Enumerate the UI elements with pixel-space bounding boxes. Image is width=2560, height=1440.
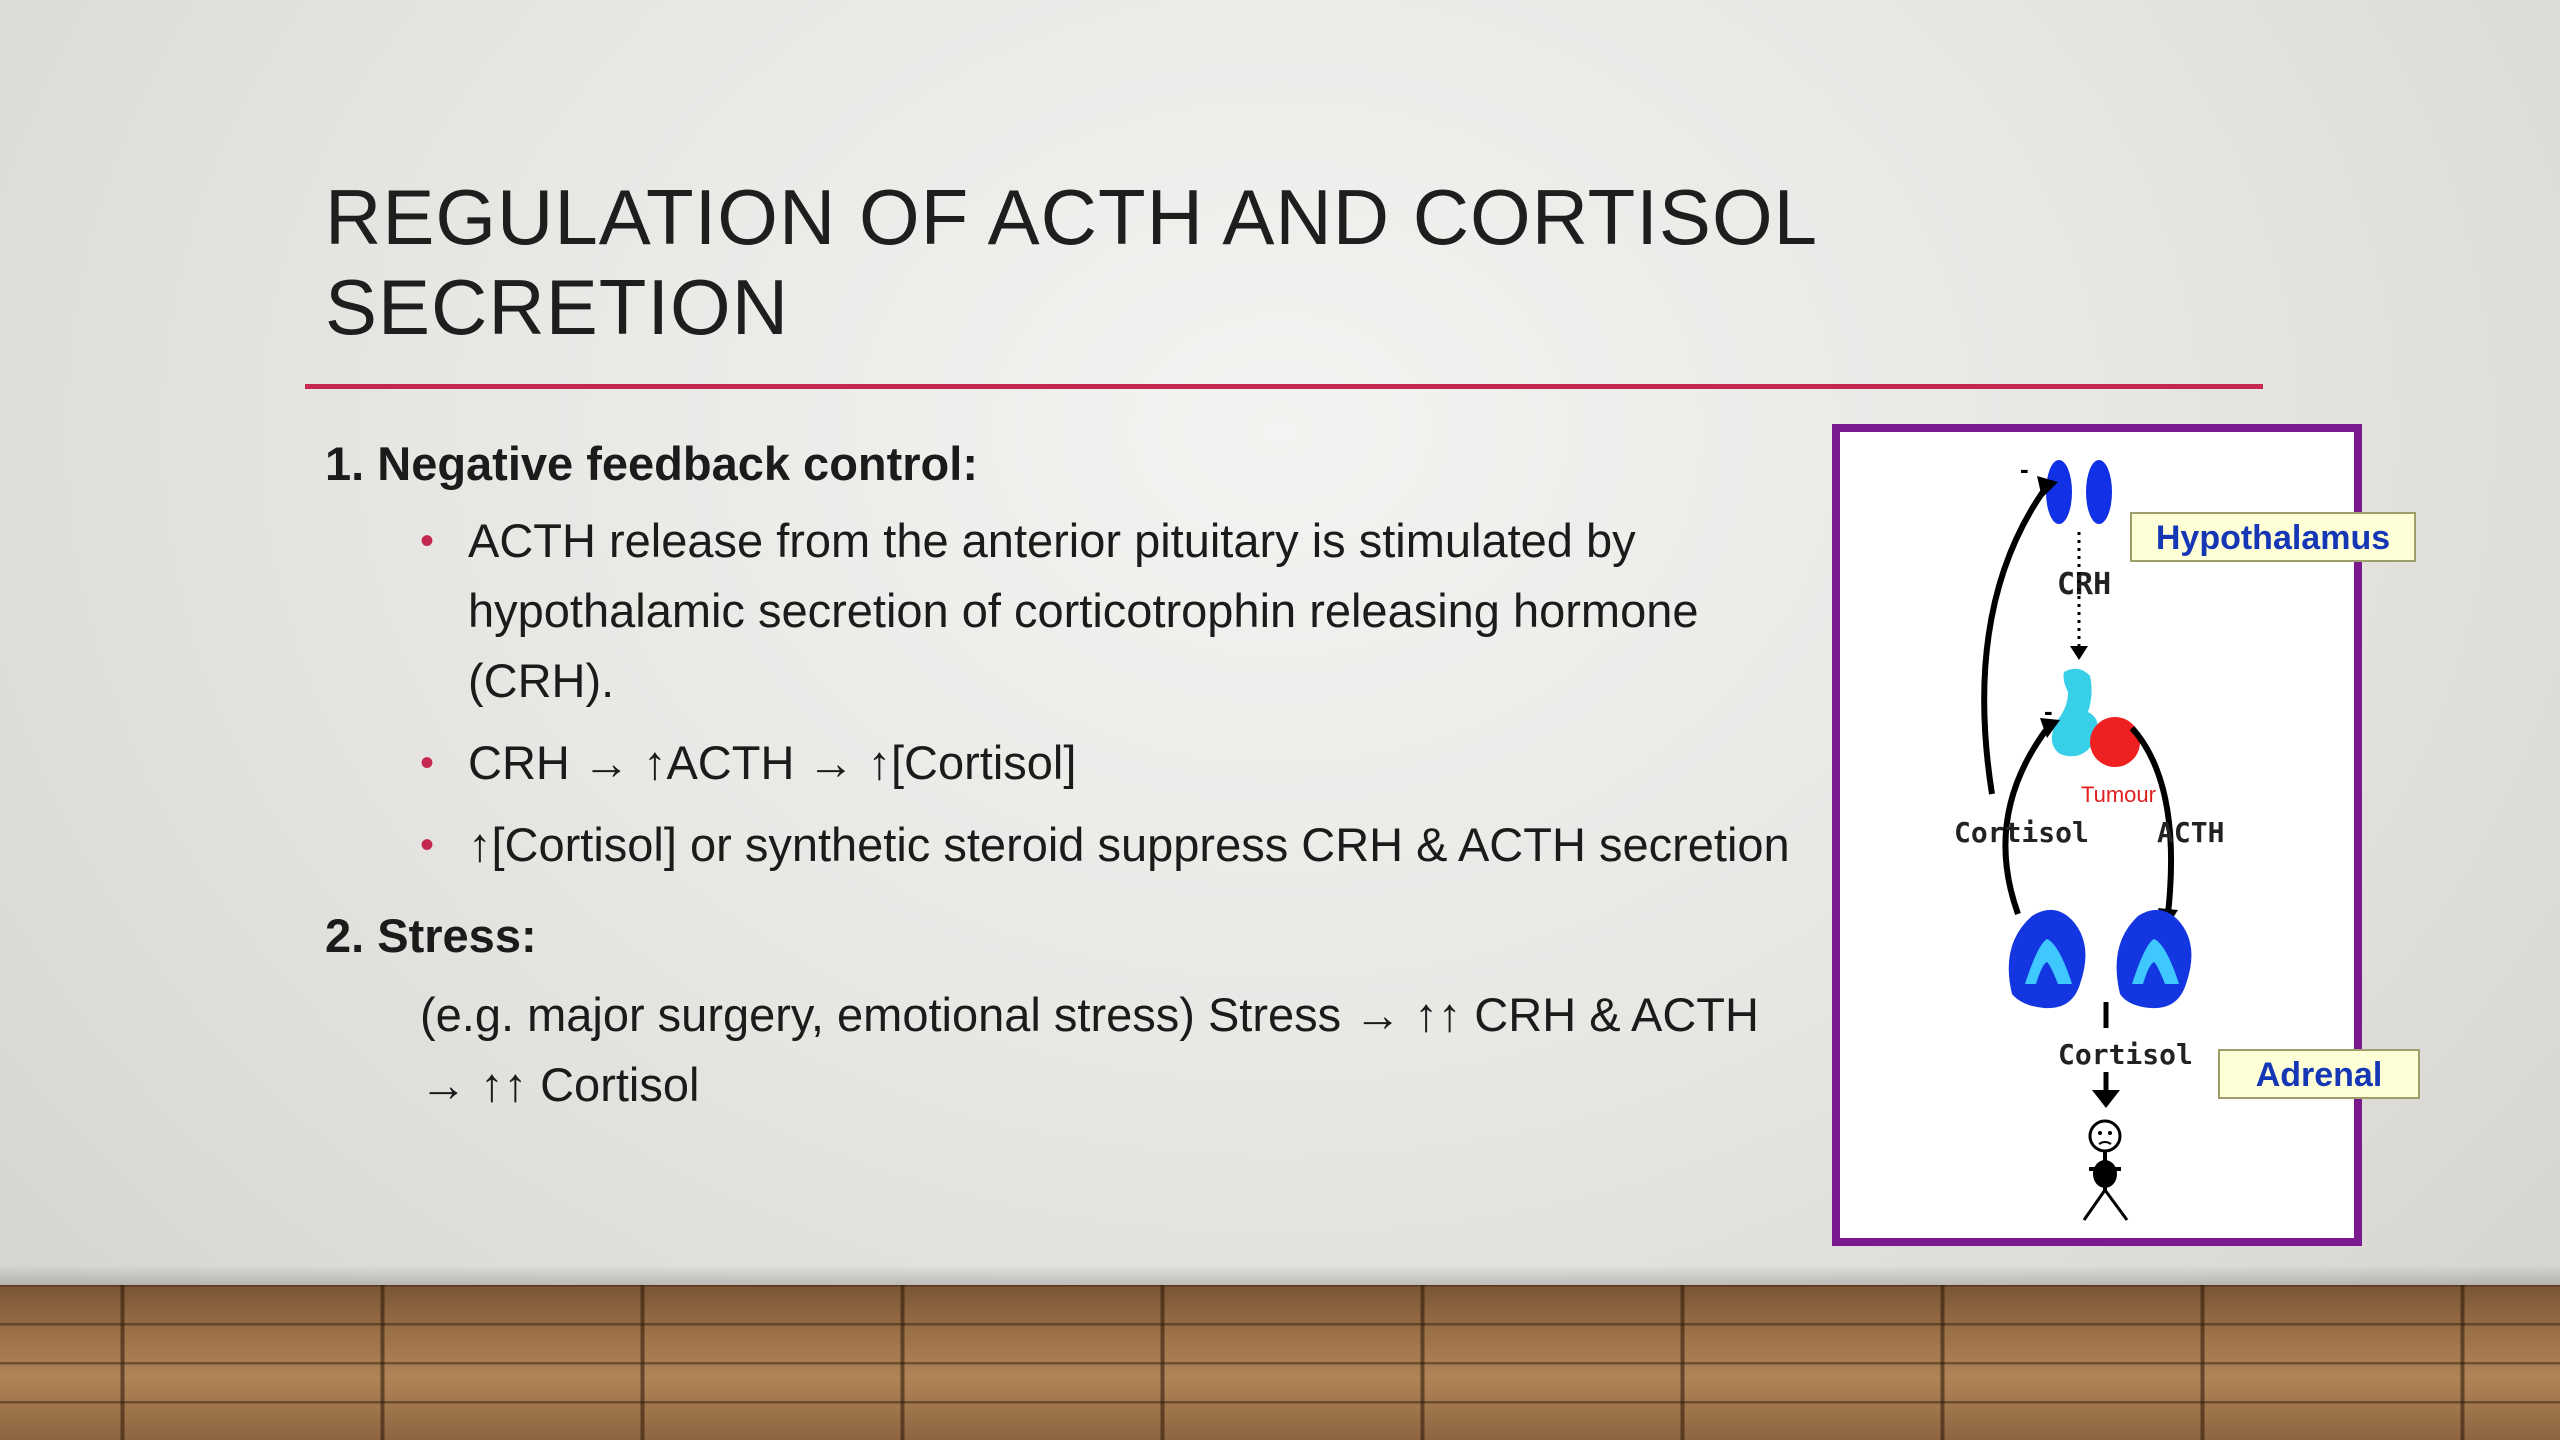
tumour-circle xyxy=(2090,717,2140,767)
section2-heading: 2. Stress: xyxy=(325,909,537,962)
section1-heading: 1. Negative feedback control: xyxy=(325,437,978,490)
hypothalamus-left-nucleus xyxy=(2046,460,2072,524)
slide-title-line2: SECRETION xyxy=(325,263,790,351)
hypothalamus-label: Hypothalamus xyxy=(2130,512,2416,562)
slide-content xyxy=(325,432,1805,1120)
slide-title-line1: REGULATION OF ACTH AND CORTISOL xyxy=(325,173,1819,261)
bullet-text: ACTH release from the anterior pituitary is stimulated by hypothalamic secretion of corticotrophin releasing hormone (CRH). xyxy=(468,514,1699,707)
bullet-item xyxy=(420,810,1805,880)
bullet-text: CRH → ↑ACTH → ↑[Cortisol] xyxy=(468,736,1077,789)
bullet-text: ↑[Cortisol] or synthetic steroid suppress CRH & ACTH secretion xyxy=(468,818,1790,871)
section2-text: (e.g. major surgery, emotional stress) Stress → ↑↑ CRH & ACTH → ↑↑ Cortisol xyxy=(420,988,1759,1111)
tumour-label: Tumour xyxy=(2081,782,2156,807)
wooden-floor xyxy=(0,1285,2560,1440)
cortisol-output-arrowhead-icon xyxy=(2092,1090,2120,1108)
hypothalamus-right-nucleus xyxy=(2086,460,2112,524)
bullet-item xyxy=(420,728,1805,798)
bullet-dot-icon: • xyxy=(420,741,435,785)
bullet-dot-icon: • xyxy=(420,519,435,563)
hypothalamus-inhibition-sign: - xyxy=(2020,454,2029,484)
bullet-dot-icon: • xyxy=(420,823,435,867)
acth-label: ACTH xyxy=(2157,816,2225,849)
cortisol-feedback-label: Cortisol xyxy=(1954,816,2089,849)
crh-arrowhead-icon xyxy=(2070,646,2088,660)
section1-bullet-list xyxy=(325,506,1805,880)
crh-label: CRH xyxy=(2057,567,2112,602)
title-underline xyxy=(305,384,2263,389)
slide-title xyxy=(325,172,2225,352)
cortisol-output-label: Cortisol xyxy=(2058,1038,2193,1071)
adrenal-label: Adrenal xyxy=(2218,1049,2420,1099)
floor-shadow xyxy=(0,1265,2560,1287)
bullet-item xyxy=(420,506,1805,716)
person-icon xyxy=(2084,1121,2127,1220)
pituitary-inhibition-sign: - xyxy=(2044,696,2053,726)
